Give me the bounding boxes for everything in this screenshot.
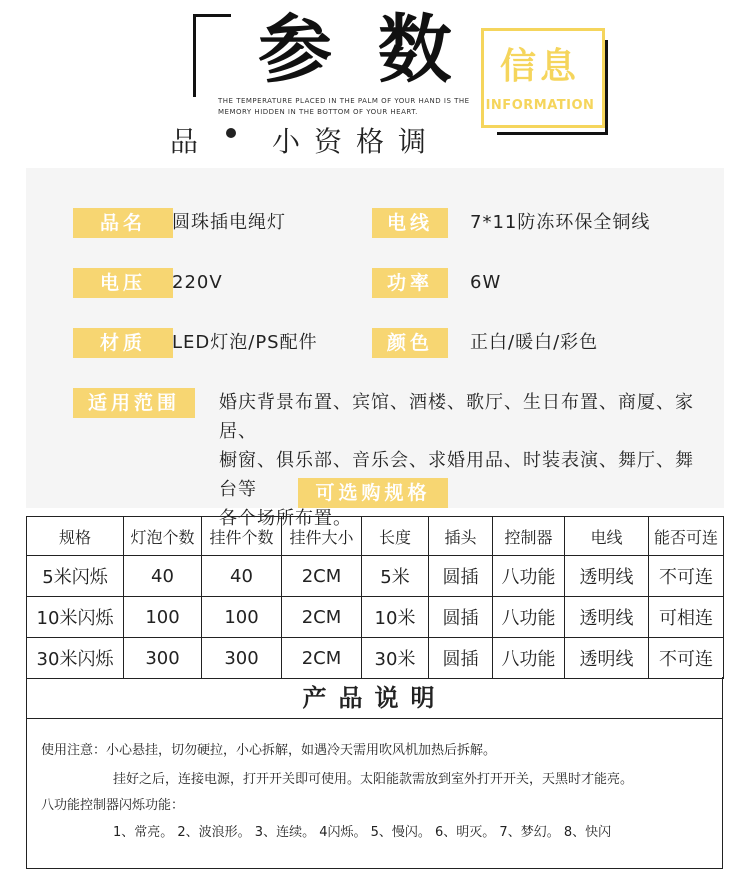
tagline-line-2: MEMORY HIDDEN IN THE BOTTOM OF YOUR HEART. bbox=[218, 108, 418, 116]
table-cell: 5米闪烁 bbox=[27, 556, 124, 597]
table-cell: 2CM bbox=[282, 597, 362, 638]
table-cell: 八功能 bbox=[493, 556, 565, 597]
spec-value-power: 6W bbox=[470, 272, 502, 293]
table-cell: 5米 bbox=[362, 556, 429, 597]
table-row bbox=[27, 556, 724, 597]
description-box bbox=[26, 719, 723, 869]
table-cell: 300 bbox=[124, 638, 202, 679]
table-cell: 圆插 bbox=[429, 597, 493, 638]
table-cell: 可相连 bbox=[649, 597, 724, 638]
description-line-1: 使用注意：小心悬挂，切勿硬拉，小心拆解，如遇冷天需用吹风机加热后拆解。 bbox=[41, 743, 497, 758]
scope-line-1: 婚庆背景布置、宾馆、酒楼、歌厅、生日布置、商厦、家居、 bbox=[219, 392, 694, 442]
table-cell: 10米闪烁 bbox=[27, 597, 124, 638]
options-label: 可选购规格 bbox=[298, 478, 448, 508]
info-badge-cn: 信息 bbox=[499, 46, 580, 87]
table-header: 灯泡个数 bbox=[124, 517, 202, 556]
table-row bbox=[27, 638, 724, 679]
title-bracket-decoration bbox=[193, 14, 231, 97]
table-cell: 300 bbox=[202, 638, 282, 679]
table-cell: 透明线 bbox=[565, 556, 649, 597]
table-header: 插头 bbox=[429, 517, 493, 556]
table-cell: 30米闪烁 bbox=[27, 638, 124, 679]
table-header: 控制器 bbox=[493, 517, 565, 556]
scope-line-2: 橱窗、俱乐部、音乐会、求婚用品、时装表演、舞厅、舞台等 bbox=[219, 450, 694, 500]
spec-label-power: 功率 bbox=[372, 268, 448, 298]
spec-value-voltage: 220V bbox=[172, 272, 223, 293]
table-header: 规格 bbox=[27, 517, 124, 556]
page-title: 参 数 bbox=[258, 7, 462, 93]
table-cell: 100 bbox=[202, 597, 282, 638]
spec-label-scope: 适用范围 bbox=[73, 388, 195, 418]
table-cell: 2CM bbox=[282, 638, 362, 679]
spec-panel bbox=[26, 168, 724, 529]
table-cell: 透明线 bbox=[565, 638, 649, 679]
spec-table bbox=[26, 516, 724, 679]
spec-label-name: 品名 bbox=[73, 208, 173, 238]
subtitle-right: 小资格调 bbox=[272, 125, 441, 158]
table-cell: 40 bbox=[202, 556, 282, 597]
table-cell: 不可连 bbox=[649, 638, 724, 679]
table-cell: 10米 bbox=[362, 597, 429, 638]
spec-label-wire: 电线 bbox=[372, 208, 448, 238]
table-cell: 透明线 bbox=[565, 597, 649, 638]
table-cell: 圆插 bbox=[429, 638, 493, 679]
description-line-3: 八功能控制器闪烁功能： bbox=[41, 798, 185, 813]
tagline-line-1: THE TEMPERATURE PLACED IN THE PALM OF YOUR HAND IS THE bbox=[218, 97, 470, 105]
table-header: 挂件个数 bbox=[202, 517, 282, 556]
table-cell: 40 bbox=[124, 556, 202, 597]
table-cell: 30米 bbox=[362, 638, 429, 679]
table-header: 挂件大小 bbox=[282, 517, 362, 556]
table-cell: 八功能 bbox=[493, 638, 565, 679]
spec-value-scope bbox=[219, 388, 709, 533]
spec-value-name: 圆珠插电绳灯 bbox=[172, 212, 286, 233]
spec-value-material: LED灯泡/PS配件 bbox=[172, 332, 318, 353]
scope-line-3: 各个场所布置。 bbox=[219, 508, 352, 529]
description-line-4: 1、常亮。 2、波浪形。 3、连续。 4闪烁。 5、慢闪。 6、明灭。 7、梦幻。 8、快闪 bbox=[113, 825, 612, 840]
table-header-row bbox=[27, 517, 724, 556]
spec-label-voltage: 电压 bbox=[73, 268, 173, 298]
table-cell: 八功能 bbox=[493, 597, 565, 638]
table-cell: 不可连 bbox=[649, 556, 724, 597]
table-header: 长度 bbox=[362, 517, 429, 556]
subtitle-left: 品 bbox=[170, 125, 213, 158]
table-cell: 2CM bbox=[282, 556, 362, 597]
description-line-2: 挂好之后，连接电源，打开开关即可使用。太阳能款需放到室外打开开关，天黑时才能亮。 bbox=[113, 772, 634, 787]
info-badge-en: INFORMATION bbox=[485, 98, 595, 113]
spec-label-material: 材质 bbox=[73, 328, 173, 358]
spec-label-color: 颜色 bbox=[372, 328, 448, 358]
table-header: 能否可连 bbox=[649, 517, 724, 556]
subtitle-dot bbox=[226, 128, 236, 138]
spec-value-color: 正白/暖白/彩色 bbox=[470, 332, 599, 353]
table-header: 电线 bbox=[565, 517, 649, 556]
table-cell: 100 bbox=[124, 597, 202, 638]
table-cell: 圆插 bbox=[429, 556, 493, 597]
description-title: 产品说明 bbox=[26, 677, 723, 719]
tagline bbox=[218, 96, 473, 118]
spec-value-wire: 7*11防冻环保全铜线 bbox=[470, 212, 651, 233]
table-row bbox=[27, 597, 724, 638]
